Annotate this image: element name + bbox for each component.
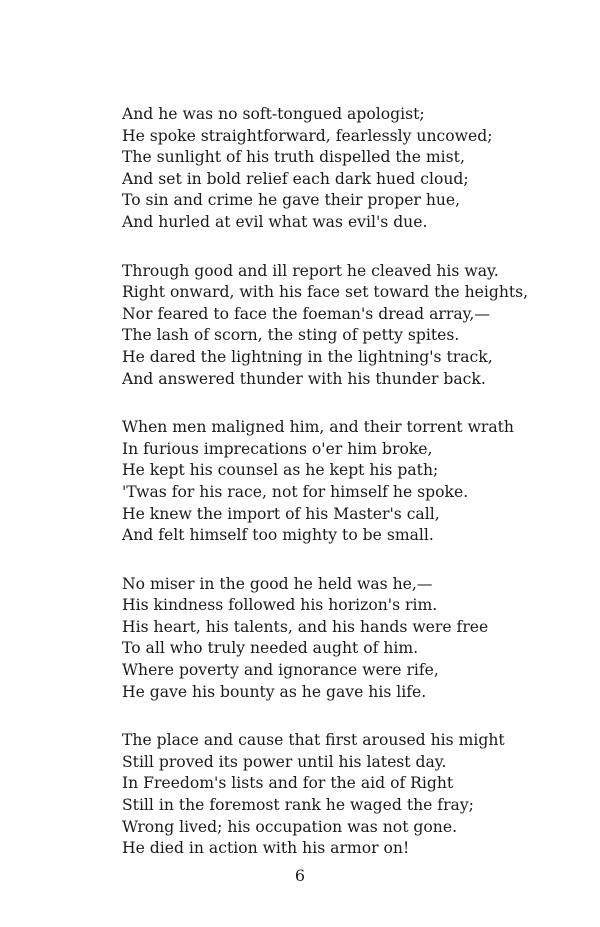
poem-line: When men maligned him, and their torrent wrath — [122, 418, 514, 437]
poem-line: And felt himself too mighty to be small. — [122, 526, 434, 545]
stanza-1 — [122, 104, 582, 234]
poem-line: And hurled at evil what was evil's due. — [122, 212, 428, 231]
poem-line: The place and cause that first aroused his might — [122, 731, 505, 750]
poem-line: To sin and crime he gave their proper hue, — [122, 191, 461, 210]
poem-line: He knew the import of his Master's call, — [122, 504, 440, 523]
poem-line: He dared the lightning in the lightning's track, — [122, 347, 493, 366]
poem-line: He gave his bounty as he gave his life. — [122, 682, 427, 701]
stanza-4 — [122, 574, 582, 704]
poem-line: No miser in the good he held was he,— — [122, 574, 433, 593]
page-number: 6 — [294, 866, 306, 885]
poem-line: And answered thunder with his thunder back. — [122, 369, 486, 388]
poem-line: In Freedom's lists and for the aid of Right — [122, 774, 454, 793]
poem-body — [122, 104, 582, 887]
poem-line: He died in action with his armor on! — [122, 839, 410, 858]
poem-line: His kindness followed his horizon's rim. — [122, 596, 438, 615]
poem-line: Right onward, with his face set toward the heights, — [122, 283, 529, 302]
stanza-2 — [122, 261, 582, 391]
poem-line: Still in the foremost rank he waged the fray; — [122, 796, 474, 815]
poem-line: To all who truly needed aught of him. — [122, 639, 419, 658]
stanza-3 — [122, 417, 582, 547]
poem-line: In furious imprecations o'er him broke, — [122, 439, 433, 458]
poem-line: The sunlight of his truth dispelled the mist, — [122, 148, 465, 167]
poem-line: Wrong lived; his occupation was not gone. — [122, 817, 458, 836]
poem-line: He spoke straightforward, fearlessly uncowed; — [122, 126, 493, 145]
poem-line: And he was no soft-tongued apologist; — [122, 105, 425, 123]
poem-line: Nor feared to face the foeman's dread array,— — [122, 304, 490, 323]
poem-line: And set in bold relief each dark hued cloud; — [122, 169, 469, 188]
poem-line: 'Twas for his race, not for himself he spoke. — [122, 482, 469, 501]
poem-line: Where poverty and ignorance were rife, — [122, 661, 439, 680]
poem-line: Through good and ill report he cleaved his way. — [122, 261, 499, 280]
stanza-5 — [122, 730, 582, 860]
poem-line: Still proved its power until his latest day. — [122, 752, 447, 771]
poem-line: He kept his counsel as he kept his path; — [122, 461, 439, 480]
poem-line: His heart, his talents, and his hands were free — [122, 617, 489, 636]
poem-line: The lash of scorn, the sting of petty spites. — [122, 326, 460, 345]
